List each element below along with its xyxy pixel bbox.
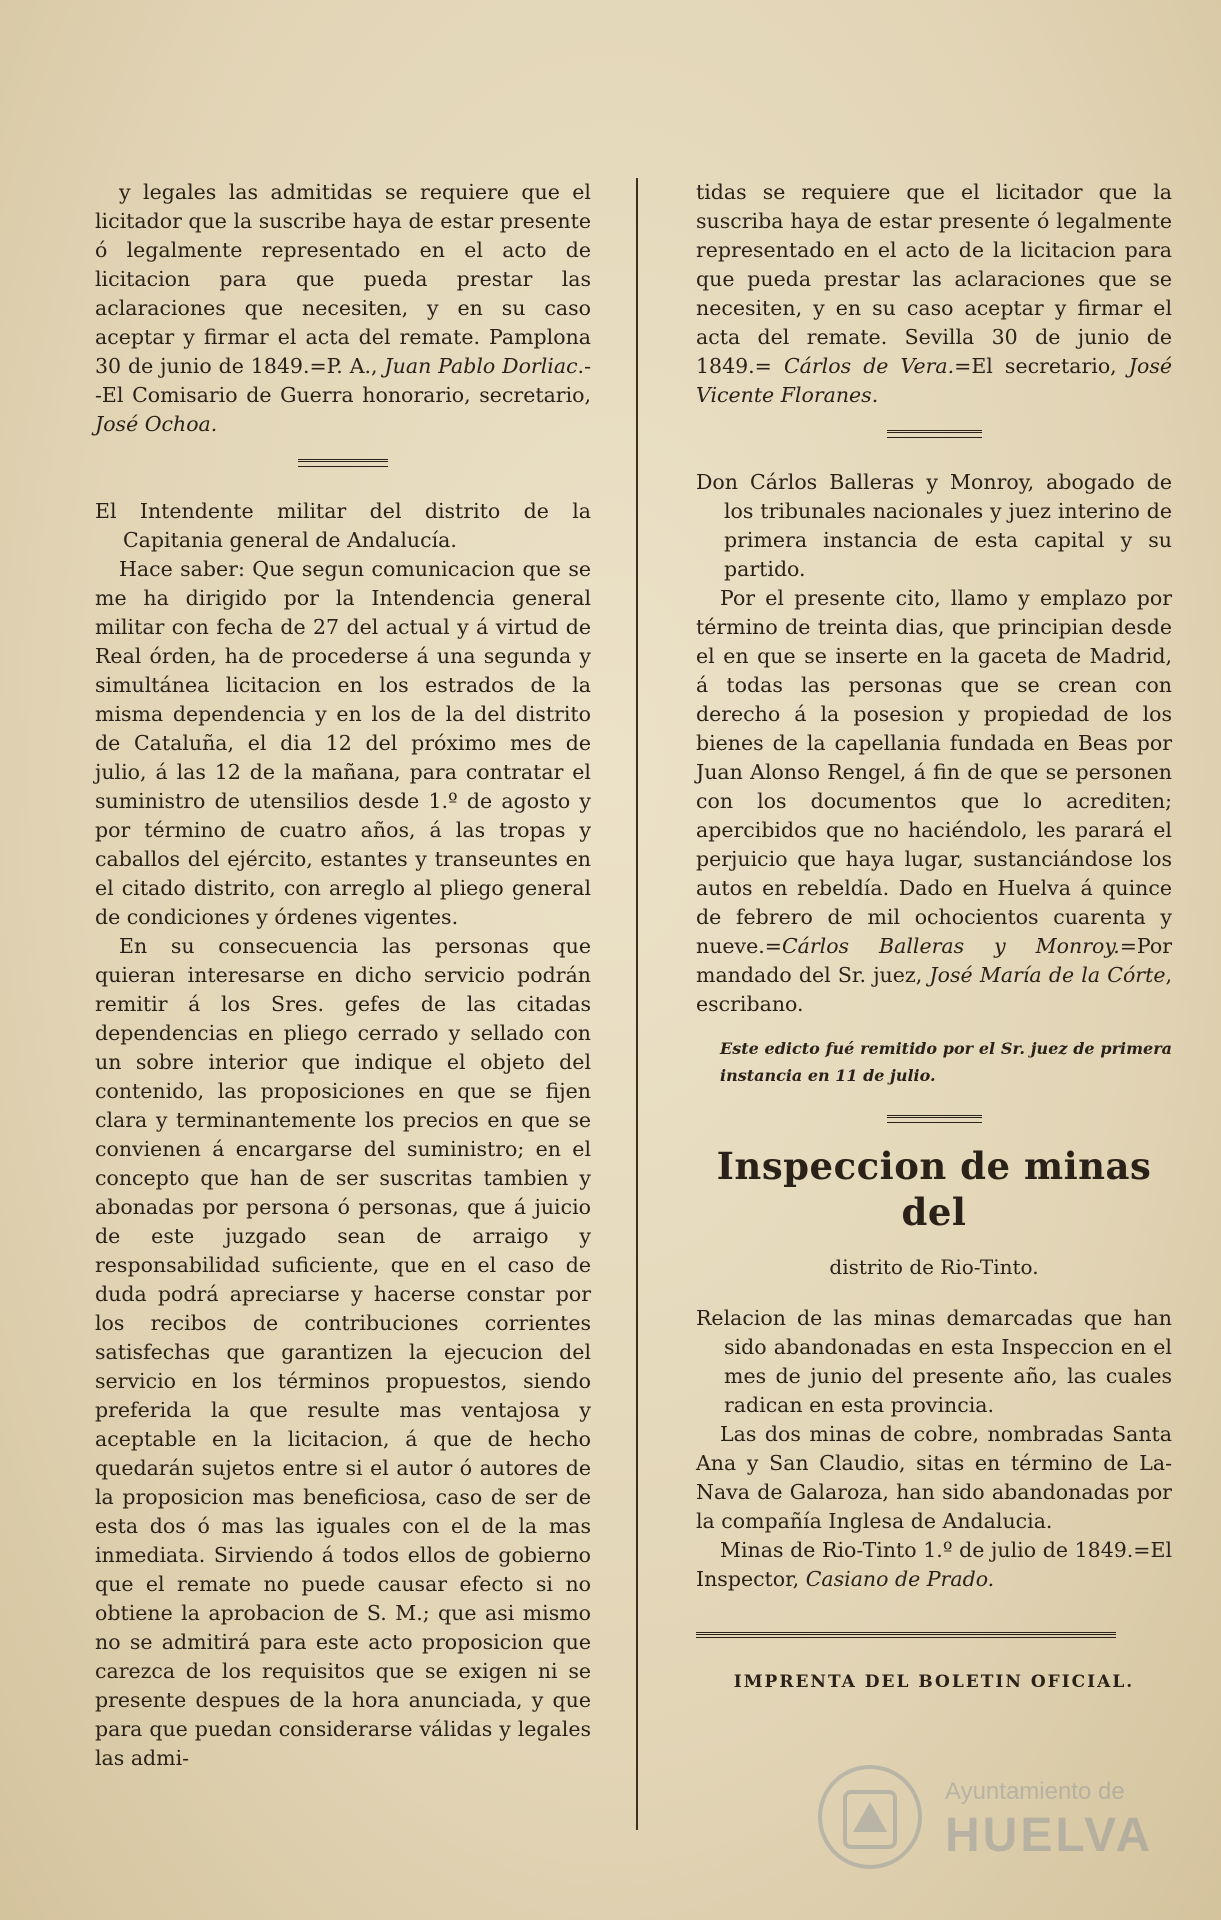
section-divider bbox=[887, 1115, 982, 1123]
escribano-name: José María de la Córte bbox=[929, 963, 1166, 987]
intendente-paragraph-1: Hace saber: Que segun comunicacion que se me ha dirigido por la Intendencia general militar con fecha de 27 del actual y á virtud de Real órden, ha de procederse á una segunda y simultánea licitacion en los estrados de la misma dependencia y en los de la del distrito de Cataluña, el dia 12 del próximo mes de julio, á las 12 de la mañana, para contratar el suministro de utensilios desde 1.º de agosto y por término de cuatro años, á las tropas y caballos del ejército, estantes y transeuntes en el citado distrito, con arreglo al pliego general de condiciones y órdenes vigentes. bbox=[95, 557, 591, 929]
watermark-line2: HUELVA bbox=[945, 1809, 1154, 1862]
inspeccion-heading: Inspeccion de minas del bbox=[716, 1144, 1152, 1234]
signatory-name: Juan Pablo Dorliac bbox=[384, 354, 578, 378]
intendente-heading: El Intendente militar del distrito de la Capitania general de Andalucía. bbox=[95, 499, 591, 552]
inspector-name: Casiano de Prado. bbox=[805, 1567, 995, 1591]
column-separator bbox=[636, 178, 638, 1830]
right-column bbox=[696, 178, 1172, 1697]
minas-paragraph: Las dos minas de cobre, nombradas Santa Ana y San Claudio, sitas en término de La-Nava de Galaroza, han sido abandonadas por la compañía Inglesa de Andalucia. bbox=[696, 1422, 1172, 1533]
ayuntamiento-watermark bbox=[815, 1758, 1155, 1878]
juez-name: Cárlos Balleras y Monroy. bbox=[781, 934, 1120, 958]
section-divider bbox=[887, 430, 982, 438]
edicto-paragraph: Por el presente cito, llamo y emplazo por término de treinta dias, que principian desde el en que se inserte en la gaceta de Madrid, á todas las personas que se crean con derecho á la posesion y propiedad de los bienes de la capellania fundada en Beas por Juan Alonso Rengel, á fin de que se personen con los documentos que lo acrediten; apercibidos que no haciéndolo, les parará el perjuicio que haya lugar, sustanciándose los autos en rebeldía. Dado en Huelva á quince de febrero de mil ochocientos cuarenta y nueve.=Cárlos Balleras y Monroy.=Por mandado del Sr. juez, José María de la Córte, escribano. bbox=[696, 586, 1172, 1016]
footer-rule bbox=[696, 1632, 1116, 1638]
inspeccion-subheading: distrito de Rio-Tinto. bbox=[829, 1255, 1039, 1279]
intendente-paragraph-2: En su consecuencia las personas que quieran interesarse en dicho servicio podrán remitir á los Sres. gefes de las citadas dependencias en pliego cerrado y sellado con un sobre interior que indique el objeto del contenido, las proposiciones en que se fijen clara y terminantemente los precios en que se convienen á encargarse del suministro; en el concepto que han de ser suscritas tambien y abonadas por persona ó personas, que á juicio de este juzgado sean de arraigo y responsabilidad suficiente, que en el caso de duda podrá apreciarse y hacerse constar por los recibos de contribuciones corrientes satisfechas que garantizen la ejecucion del servicio en los términos propuestos, siendo preferida la que resulte mas ventajosa y aceptable en la licitacion, á que de hecho quedarán sujetos entre si el autor ó autores de la proposicion mas beneficiosa, caso de ser de esta dos ó mas las iguales con el de la mas inmediata. Sirviendo á todos ellos de gobierno que el remate no puede causar efecto si no obtiene la aprobacion de S. M.; que asi mismo no se admitirá para este acto proposicion que carezca de los requisitos que se exigen ni se presente despues de la hora anunciada, y que para que puedan considerarse válidas y legales las admi- bbox=[95, 934, 591, 1770]
watermark-line1: Ayuntamiento de bbox=[945, 1778, 1125, 1805]
left-continuation-paragraph: y legales las admitidas se requiere que el licitador que la suscribe haya de estar presente ó legalmente representado en el acto de licitacion para que pueda prestar las aclaraciones que necesiten, y en su caso aceptar y firmar el acta del remate. Pamplona 30 de junio de 1849.=P. A., Juan Pablo Dorliac.--El Comisario de Guerra honorario, secretario, José Ochoa. bbox=[95, 180, 591, 436]
imprenta-footer: IMPRENTA DEL BOLETIN OFICIAL. bbox=[733, 1672, 1135, 1692]
juez-heading: Don Cárlos Balleras y Monroy, abogado de los tribunales nacionales y juez interino de primera instancia de esta capital y su partido. bbox=[696, 470, 1172, 581]
relacion-paragraph: Relacion de las minas demarcadas que han sido abandonadas en esta Inspeccion en el mes de junio del presente año, las cuales radican en esta provincia. bbox=[696, 1306, 1172, 1417]
right-continuation-paragraph: tidas se requiere que el licitador que la suscriba haya de estar presente ó legalmente representado en el acto de la licitacion para que pueda prestar las aclaraciones que se necesiten, y en su caso aceptar y firmar el acta del remate. Sevilla 30 de junio de 1849.= Cárlos de Vera.=El secretario, José Vicente Floranes. bbox=[696, 180, 1172, 407]
signatory-name: Cárlos de Vera. bbox=[783, 354, 955, 378]
section-divider bbox=[298, 459, 388, 467]
left-column bbox=[95, 178, 591, 1773]
inspector-signature: Minas de Rio-Tinto 1.º de julio de 1849.=El Inspector, Casiano de Prado. bbox=[696, 1538, 1172, 1591]
edicto-note: Este edicto fué remitido por el Sr. juez de primera instancia en 11 de julio. bbox=[720, 1039, 1172, 1085]
secretary-name: José Vicente Floranes. bbox=[696, 354, 1172, 407]
secretary-name: José Ochoa. bbox=[95, 412, 218, 436]
city-seal-icon bbox=[815, 1762, 925, 1872]
